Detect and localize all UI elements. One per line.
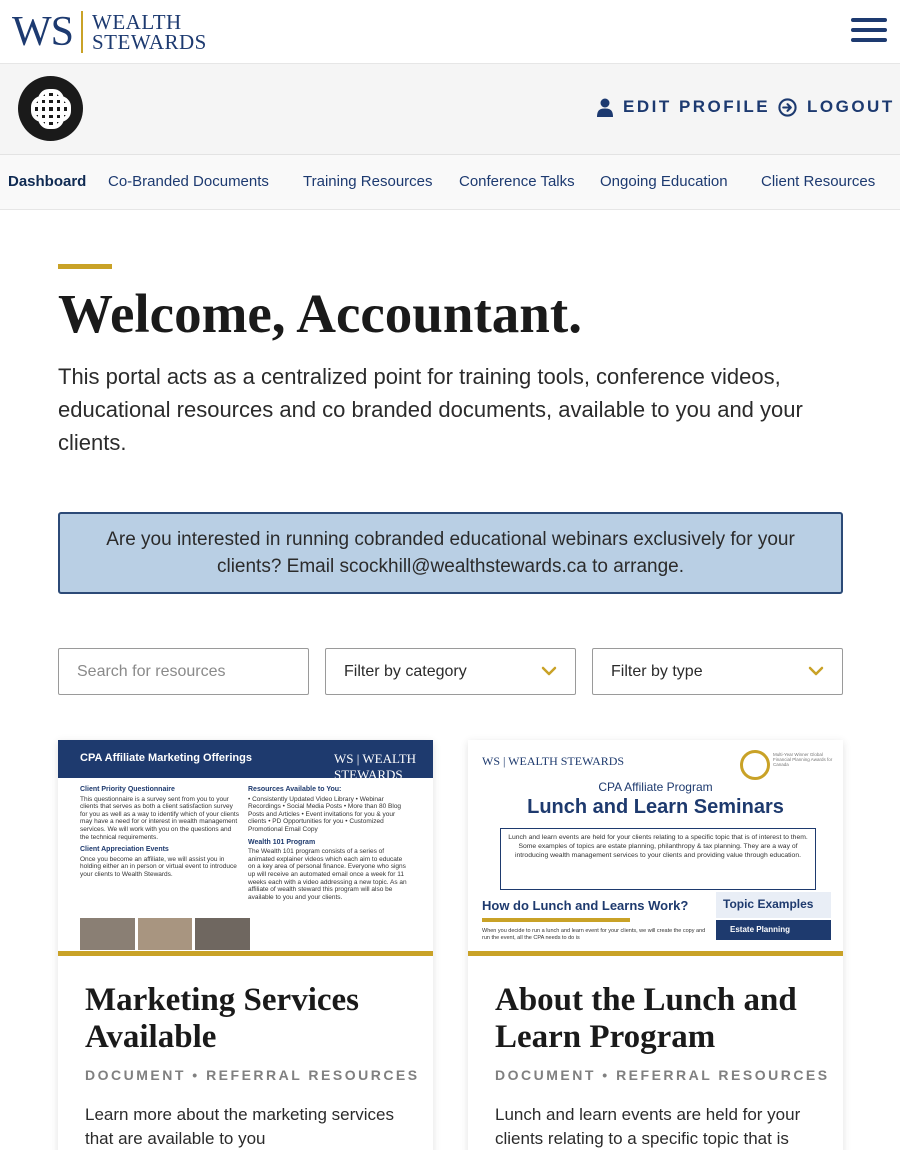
thumb-heading: Client Priority Questionnaire bbox=[80, 786, 175, 793]
chevron-down-icon bbox=[541, 665, 557, 677]
logo-line-1: WEALTH bbox=[92, 10, 182, 34]
logout-label: LOGOUT bbox=[807, 97, 895, 116]
nav-client-resources[interactable]: Client Resources bbox=[761, 173, 876, 190]
edit-profile-label: EDIT PROFILE bbox=[623, 97, 771, 116]
user-icon bbox=[597, 98, 613, 117]
card-thumbnail bbox=[58, 740, 433, 956]
heading-accent-bar bbox=[58, 264, 112, 269]
account-bar bbox=[0, 64, 900, 155]
search-input[interactable] bbox=[58, 648, 309, 695]
card-meta: DOCUMENT • REFERRAL RESOURCES bbox=[85, 1067, 420, 1083]
thumb-heading: Resources Available to You: bbox=[248, 786, 342, 793]
webinar-notice-text: Are you interested in running cobranded educational webinars exclusively for your clients? Email scockhill@wealthstewards.ca to arrange. bbox=[106, 529, 795, 577]
thumb-right-column bbox=[248, 786, 408, 901]
category-filter-select[interactable] bbox=[325, 648, 576, 695]
thumb-box-text: Lunch and learn events are held for your clients relating to a specific topic that is of interest to them. Some examples of topics are estate planning, philanthropy & tax planning. They are a way of introducing wealth management services to your clients and providing value through education. bbox=[500, 828, 816, 890]
thumb-left-column bbox=[80, 786, 240, 879]
award-badge-icon bbox=[740, 750, 770, 780]
logo-wordmark bbox=[92, 12, 207, 52]
nav-training-resources[interactable]: Training Resources bbox=[303, 173, 433, 190]
thumb-heading: Client Appreciation Events bbox=[80, 846, 169, 854]
logo-line-2: STEWARDS bbox=[92, 30, 207, 54]
thumb-logo: WS | WEALTH STEWARDS bbox=[334, 751, 417, 782]
thumb-text: The Wealth 101 program consists of a series of animated explainer videos which each aim to educate on a key area of personal finance. Everyone who signs up will receive an automated email once a week for 11 weeks each with a video addressing a new topic. As an affiliate of wealth steward this program will also be available to you and your clients. bbox=[248, 848, 407, 901]
wealth-stewards-logo[interactable] bbox=[12, 9, 207, 55]
thumb-photo bbox=[138, 918, 193, 950]
card-meta: DOCUMENT • REFERRAL RESOURCES bbox=[495, 1067, 830, 1083]
thumb-logo: WS | WEALTH STEWARDS bbox=[482, 754, 625, 768]
thumb-heading: Wealth 101 Program bbox=[248, 838, 316, 846]
card-title[interactable]: About the Lunch and Learn Program bbox=[495, 982, 797, 1055]
card-thumbnail bbox=[468, 740, 843, 956]
webinar-notice bbox=[58, 512, 843, 594]
edit-profile-link[interactable] bbox=[597, 97, 770, 117]
award-text: Multi-Year Winner Global Financial Planning Awards for Canada bbox=[773, 752, 833, 767]
thumb-header-title: CPA Affiliate Marketing Offerings bbox=[80, 752, 252, 764]
logout-icon bbox=[778, 98, 797, 117]
resource-card-marketing[interactable] bbox=[58, 740, 433, 1150]
card-description: Learn more about the marketing services that are available to you bbox=[85, 1105, 394, 1148]
thumb-photo bbox=[80, 918, 135, 950]
hamburger-menu-icon[interactable] bbox=[851, 16, 889, 44]
nav-ongoing-education[interactable]: Ongoing Education bbox=[600, 173, 728, 190]
logout-link[interactable] bbox=[778, 97, 895, 117]
chevron-down-icon bbox=[808, 665, 824, 677]
nav-dashboard[interactable]: Dashboard bbox=[8, 173, 87, 190]
card-title[interactable]: Marketing Services Available bbox=[85, 982, 360, 1055]
type-filter-label: Filter by type bbox=[611, 662, 703, 680]
thumb-topic-tab: Estate Planning bbox=[716, 920, 831, 940]
thumb-photo bbox=[195, 918, 250, 950]
thumb-question: How do Lunch and Learns Work? bbox=[482, 898, 689, 913]
nav-co-branded-documents[interactable]: Co-Branded Documents bbox=[108, 173, 269, 190]
thumb-topic-heading: Topic Examples bbox=[716, 892, 831, 918]
logo-divider bbox=[81, 11, 83, 53]
main-nav bbox=[0, 155, 900, 210]
thumb-text: • Consistently Updated Video Library • Webinar Recordings • Social Media Posts • More than 80 Blog Posts and Articles • Event invitations for you & your clients • PD Opportunities for you • Customized Promotional Email Copy bbox=[248, 795, 402, 833]
nav-conference-talks[interactable]: Conference Talks bbox=[459, 173, 575, 190]
thumb-title: Lunch and Learn Seminars bbox=[527, 796, 784, 818]
logo-monogram: WS bbox=[12, 9, 73, 55]
type-filter-select[interactable] bbox=[592, 648, 843, 695]
card-description: Lunch and learn events are held for your clients relating to a specific topic that is bbox=[495, 1105, 801, 1148]
knot-logo-icon bbox=[27, 85, 75, 133]
thumb-text: Once you become an affiliate, we will assist you in holding either an in person or virtual event to introduce your clients to Wealth Stewards. bbox=[80, 855, 237, 878]
resource-card-lunch-and-learn[interactable] bbox=[468, 740, 843, 1150]
category-filter-label: Filter by category bbox=[344, 662, 467, 680]
thumb-small-text: When you decide to run a lunch and learn event for your clients, we will create the copy and run the event, all the CPA needs to do is bbox=[482, 928, 706, 941]
thumb-header bbox=[58, 740, 433, 782]
thumb-subtitle: CPA Affiliate Program bbox=[598, 780, 713, 794]
intro-text: This portal acts as a centralized point for training tools, conference videos, educational resources and co branded documents, available to you and your clients. bbox=[58, 364, 803, 455]
thumb-question-bar bbox=[482, 918, 630, 922]
top-header bbox=[0, 0, 900, 64]
thumb-text: This questionnaire is a survey sent from you to your clients that serves as both a client satisfaction survey for you as well as a way to identify which of your clients may have a need for or interest in wealth management services. We will work with you on the questions and the technical requirements. bbox=[80, 795, 239, 841]
page-title: Welcome, Accountant. bbox=[58, 283, 582, 344]
thumb-photos bbox=[80, 918, 250, 950]
avatar[interactable] bbox=[18, 76, 83, 141]
